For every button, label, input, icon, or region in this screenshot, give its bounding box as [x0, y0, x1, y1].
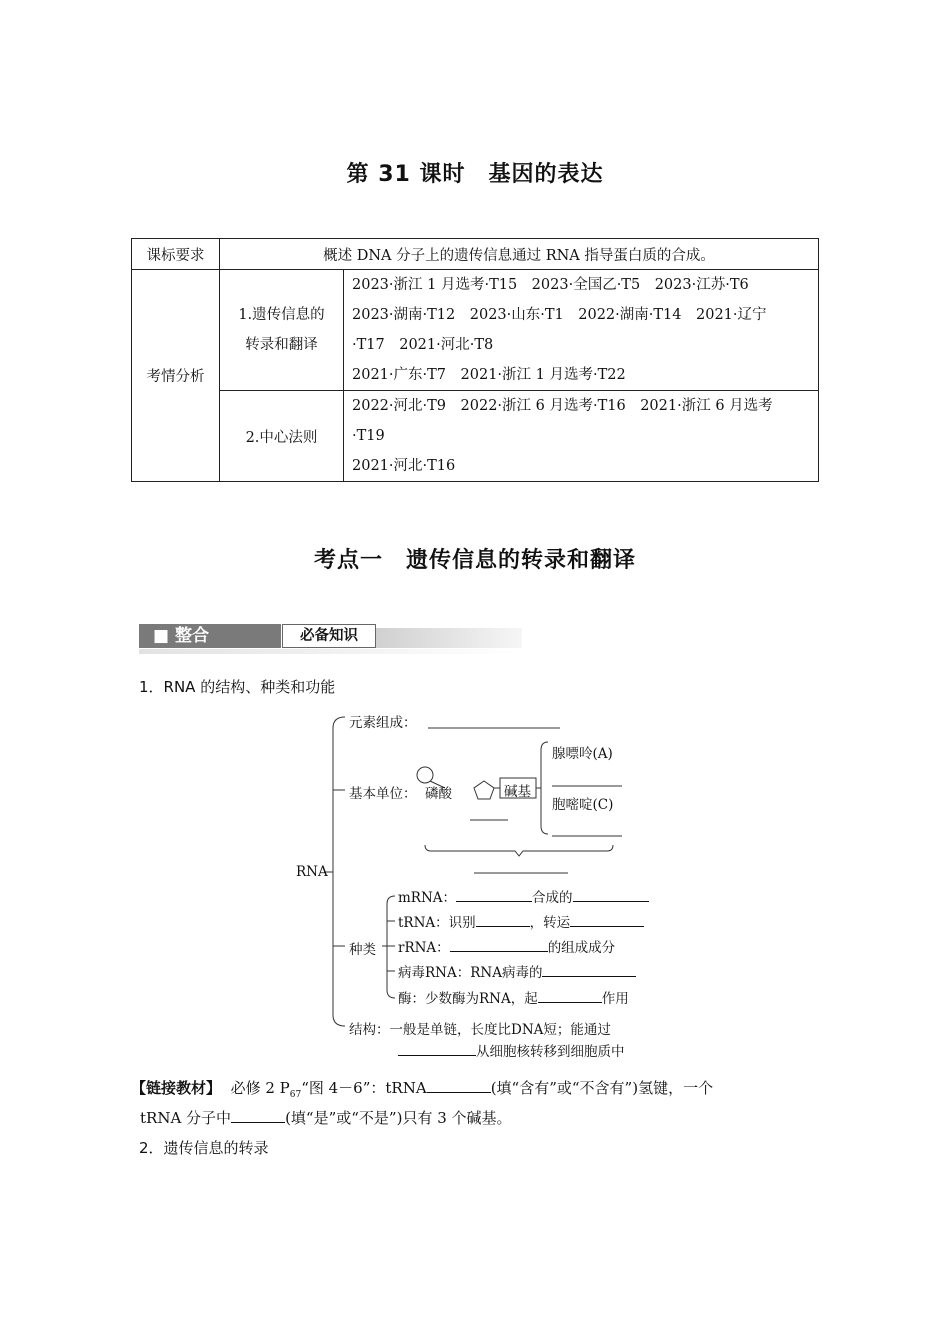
exam-line: 2021·广东·T7 2021·浙江 1 月选考·T22 [352, 367, 626, 383]
sugar-pentagon [474, 781, 494, 799]
topic-2-cell: 2.中心法则 [220, 391, 344, 482]
row-label-requirement: 课标要求 [132, 239, 220, 270]
link-tag: 【链接教材】 [131, 1079, 222, 1097]
label-types: 种类 [349, 942, 376, 958]
exam-line: 2021·河北·T16 [352, 458, 456, 474]
label-phosphate: 磷酸 [425, 786, 452, 802]
topic-1-line: 1.遗传信息的 [238, 307, 325, 323]
label-elements: 元素组成： [349, 715, 417, 731]
heading-rna: 1．RNA 的结构、种类和功能 [139, 678, 336, 696]
main-brace [333, 717, 345, 1026]
type-enzyme: 酶：少数酶为RNA，起 作用 [398, 987, 629, 1007]
exam-line: 2022·河北·T9 2022·浙江 6 月选考·T16 2021·浙江 6 月选考 [352, 398, 773, 414]
exam-line: ·T19 [352, 428, 385, 444]
heading-transcription: 2．遗传信息的转录 [139, 1139, 269, 1157]
type-rrna: rRNA： 的组成成分 [398, 936, 615, 956]
label-structure-1: 结构：一般是单链，长度比DNA短；能通过 [349, 1022, 611, 1038]
link-textbook-line-2: tRNA 分子中 (填“是”或“不是”)只有 3 个碱基。 [140, 1109, 512, 1127]
banner-label: ■ 整合 [139, 624, 281, 648]
nucleotide-brace [425, 845, 613, 856]
topic-1-line: 转录和翻译 [245, 337, 318, 353]
diagram-root: RNA [296, 864, 328, 880]
type-viral-rna: 病毒RNA：RNA病毒的 [398, 961, 636, 981]
row-label-analysis: 考情分析 [132, 270, 220, 482]
requirement-text: 概述 DNA 分子上的遗传信息通过 RNA 指导蛋白质的合成。 [220, 239, 819, 270]
link-textbook-line-1: 【链接教材】 必修 2 $P_{67}“$图 4－6”：tRNA (填“含有”或“不含有”)氢键，一个 [131, 1079, 714, 1100]
exam-line: 2023·浙江 1 月选考·T15 2023·全国乙·T5 2023·江苏·T6 [352, 277, 749, 293]
section-title: 考点一 遗传信息的转录和翻译 [313, 548, 636, 573]
label-basic-unit: 基本单位： [349, 786, 417, 802]
label-base: 碱基 [504, 784, 531, 800]
label-cytosine: 胞嘧啶(C) [552, 797, 614, 813]
type-mrna: mRNA： 合成的 [398, 886, 649, 906]
exam-line: 2023·湖南·T12 2023·山东·T1 2022·湖南·T14 2021·辽宁 [352, 307, 767, 323]
types-brace [387, 896, 395, 998]
page-title: 第 31 课时 基因的表达 [346, 162, 604, 187]
label-structure-2: 从细胞核转移到细胞质中 [398, 1040, 625, 1060]
label-adenine: 腺嘌呤(A) [552, 746, 613, 762]
phosphate-circle [417, 767, 433, 783]
banner-box: 必备知识 [282, 624, 376, 648]
base-brace [541, 742, 548, 834]
type-trna: tRNA：识别 ，转运 [398, 911, 644, 931]
exam-line: ·T17 2021·河北·T8 [352, 337, 494, 353]
